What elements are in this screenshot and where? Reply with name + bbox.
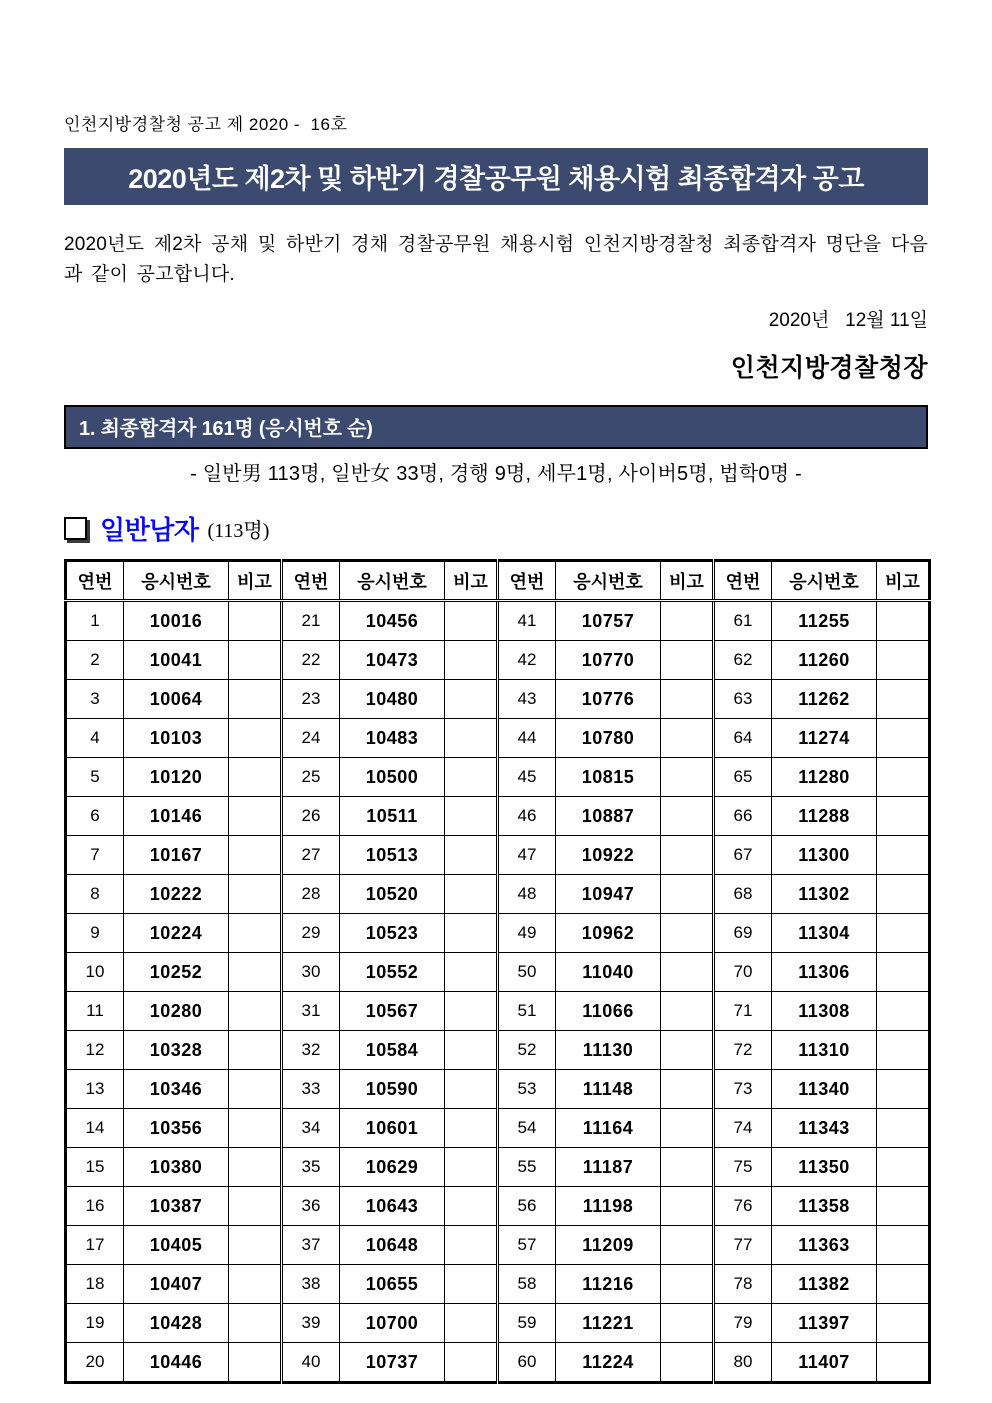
- serial-cell: 75: [714, 1148, 772, 1187]
- note-cell: [445, 1343, 498, 1383]
- section-1-banner: 1. 최종합격자 161명 (응시번호 순): [64, 405, 928, 449]
- serial-cell: 34: [282, 1109, 340, 1148]
- exam-no-cell: 11358: [772, 1187, 877, 1226]
- exam-no-cell: 11407: [772, 1343, 877, 1383]
- note-cell: [877, 1343, 930, 1383]
- serial-cell: 48: [498, 875, 556, 914]
- note-cell: [229, 953, 282, 992]
- exam-no-cell: 10064: [124, 680, 229, 719]
- note-cell: [445, 1109, 498, 1148]
- exam-no-cell: 10737: [340, 1343, 445, 1383]
- note-cell: [877, 1265, 930, 1304]
- serial-cell: 20: [66, 1343, 124, 1383]
- checkbox-icon: [64, 517, 87, 540]
- results-table-body: [66, 601, 930, 1383]
- serial-cell: 38: [282, 1265, 340, 1304]
- table-row: [66, 641, 930, 680]
- table-row: [66, 1031, 930, 1070]
- exam-no-cell: 10629: [340, 1148, 445, 1187]
- serial-cell: 32: [282, 1031, 340, 1070]
- exam-no-cell: 10016: [124, 601, 229, 641]
- exam-no-cell: 11274: [772, 719, 877, 758]
- exam-no-cell: 10922: [556, 836, 661, 875]
- note-cell: [445, 953, 498, 992]
- col-header-exam: 응시번호: [340, 561, 445, 601]
- serial-cell: 71: [714, 992, 772, 1031]
- serial-cell: 26: [282, 797, 340, 836]
- serial-cell: 78: [714, 1265, 772, 1304]
- serial-cell: 58: [498, 1265, 556, 1304]
- note-cell: [229, 719, 282, 758]
- exam-no-cell: 10643: [340, 1187, 445, 1226]
- note-cell: [877, 758, 930, 797]
- exam-no-cell: 10700: [340, 1304, 445, 1343]
- serial-cell: 42: [498, 641, 556, 680]
- exam-no-cell: 10780: [556, 719, 661, 758]
- exam-no-cell: 10407: [124, 1265, 229, 1304]
- table-row: [66, 875, 930, 914]
- exam-no-cell: 11209: [556, 1226, 661, 1265]
- note-cell: [877, 1109, 930, 1148]
- table-row: [66, 836, 930, 875]
- exam-no-cell: 11260: [772, 641, 877, 680]
- exam-no-cell: 10328: [124, 1031, 229, 1070]
- exam-no-cell: 10387: [124, 1187, 229, 1226]
- serial-cell: 57: [498, 1226, 556, 1265]
- note-cell: [445, 680, 498, 719]
- note-cell: [877, 1226, 930, 1265]
- serial-cell: 52: [498, 1031, 556, 1070]
- note-cell: [229, 836, 282, 875]
- note-cell: [445, 1304, 498, 1343]
- exam-no-cell: 10520: [340, 875, 445, 914]
- serial-cell: 70: [714, 953, 772, 992]
- serial-cell: 31: [282, 992, 340, 1031]
- note-cell: [445, 719, 498, 758]
- note-cell: [229, 1070, 282, 1109]
- serial-cell: 60: [498, 1343, 556, 1383]
- note-cell: [229, 1187, 282, 1226]
- col-header-no: 연번: [714, 561, 772, 601]
- note-cell: [229, 1109, 282, 1148]
- serial-cell: 12: [66, 1031, 124, 1070]
- exam-no-cell: 10590: [340, 1070, 445, 1109]
- table-row: [66, 1070, 930, 1109]
- exam-no-cell: 10776: [556, 680, 661, 719]
- announcement-date: 2020년 12월 11일: [768, 310, 928, 331]
- exam-no-cell: 10962: [556, 914, 661, 953]
- serial-cell: 30: [282, 953, 340, 992]
- note-cell: [661, 875, 714, 914]
- note-cell: [229, 641, 282, 680]
- note-cell: [445, 914, 498, 953]
- exam-no-cell: 11262: [772, 680, 877, 719]
- exam-no-cell: 10146: [124, 797, 229, 836]
- subsection-title: 일반남자: [100, 515, 199, 545]
- exam-no-cell: 10655: [340, 1265, 445, 1304]
- exam-no-cell: 10584: [340, 1031, 445, 1070]
- note-cell: [877, 1031, 930, 1070]
- exam-no-cell: 10280: [124, 992, 229, 1031]
- serial-cell: 61: [714, 601, 772, 641]
- serial-cell: 33: [282, 1070, 340, 1109]
- col-header-exam: 응시번호: [556, 561, 661, 601]
- table-row: [66, 680, 930, 719]
- note-cell: [877, 1148, 930, 1187]
- exam-no-cell: 10947: [556, 875, 661, 914]
- note-cell: [661, 1265, 714, 1304]
- note-cell: [661, 836, 714, 875]
- exam-no-cell: 11343: [772, 1109, 877, 1148]
- note-cell: [661, 1226, 714, 1265]
- table-row: [66, 601, 930, 641]
- note-cell: [445, 1265, 498, 1304]
- note-cell: [445, 1148, 498, 1187]
- col-header-note: 비고: [229, 561, 282, 601]
- col-header-no: 연번: [66, 561, 124, 601]
- col-header-no: 연번: [282, 561, 340, 601]
- serial-cell: 62: [714, 641, 772, 680]
- exam-no-cell: 11308: [772, 992, 877, 1031]
- note-cell: [229, 1226, 282, 1265]
- note-cell: [229, 601, 282, 641]
- serial-cell: 64: [714, 719, 772, 758]
- table-row: [66, 1187, 930, 1226]
- exam-no-cell: 11363: [772, 1226, 877, 1265]
- note-cell: [445, 601, 498, 641]
- exam-no-cell: 10552: [340, 953, 445, 992]
- note-cell: [877, 1304, 930, 1343]
- table-row: [66, 1343, 930, 1383]
- exam-no-cell: 10757: [556, 601, 661, 641]
- exam-no-cell: 11340: [772, 1070, 877, 1109]
- exam-no-cell: 10224: [124, 914, 229, 953]
- serial-cell: 51: [498, 992, 556, 1031]
- exam-no-cell: 10041: [124, 641, 229, 680]
- serial-cell: 10: [66, 953, 124, 992]
- note-cell: [661, 758, 714, 797]
- serial-cell: 36: [282, 1187, 340, 1226]
- exam-no-cell: 11306: [772, 953, 877, 992]
- exam-no-cell: 10815: [556, 758, 661, 797]
- exam-no-cell: 10346: [124, 1070, 229, 1109]
- note-cell: [877, 641, 930, 680]
- serial-cell: 47: [498, 836, 556, 875]
- exam-no-cell: 11040: [556, 953, 661, 992]
- serial-cell: 56: [498, 1187, 556, 1226]
- serial-cell: 23: [282, 680, 340, 719]
- exam-no-cell: 10511: [340, 797, 445, 836]
- note-cell: [229, 680, 282, 719]
- table-row: [66, 1148, 930, 1187]
- note-cell: [445, 1031, 498, 1070]
- exam-no-cell: 10523: [340, 914, 445, 953]
- exam-no-cell: 10601: [340, 1109, 445, 1148]
- note-cell: [229, 1343, 282, 1383]
- exam-no-cell: 11350: [772, 1148, 877, 1187]
- serial-cell: 3: [66, 680, 124, 719]
- note-cell: [661, 797, 714, 836]
- note-cell: [661, 1343, 714, 1383]
- subsection-heading: [64, 510, 928, 547]
- serial-cell: 65: [714, 758, 772, 797]
- note-cell: [661, 914, 714, 953]
- exam-no-cell: 10380: [124, 1148, 229, 1187]
- note-cell: [445, 1187, 498, 1226]
- note-cell: [445, 836, 498, 875]
- table-row: [66, 1265, 930, 1304]
- exam-no-cell: 11280: [772, 758, 877, 797]
- exam-no-cell: 10513: [340, 836, 445, 875]
- note-cell: [877, 992, 930, 1031]
- serial-cell: 13: [66, 1070, 124, 1109]
- note-cell: [661, 601, 714, 641]
- exam-no-cell: 10405: [124, 1226, 229, 1265]
- exam-no-cell: 10356: [124, 1109, 229, 1148]
- category-breakdown: - 일반男 113명, 일반女 33명, 경행 9명, 세무1명, 사이버5명, 법학0명 -: [190, 463, 802, 485]
- col-header-note: 비고: [445, 561, 498, 601]
- note-cell: [229, 797, 282, 836]
- note-cell: [877, 719, 930, 758]
- serial-cell: 69: [714, 914, 772, 953]
- note-cell: [877, 1187, 930, 1226]
- exam-no-cell: 11310: [772, 1031, 877, 1070]
- exam-no-cell: 11148: [556, 1070, 661, 1109]
- note-cell: [229, 1265, 282, 1304]
- serial-cell: 19: [66, 1304, 124, 1343]
- exam-no-cell: 10887: [556, 797, 661, 836]
- note-cell: [229, 992, 282, 1031]
- exam-no-cell: 11224: [556, 1343, 661, 1383]
- serial-cell: 50: [498, 953, 556, 992]
- serial-cell: 43: [498, 680, 556, 719]
- exam-no-cell: 10567: [340, 992, 445, 1031]
- note-cell: [229, 1148, 282, 1187]
- note-cell: [229, 875, 282, 914]
- serial-cell: 25: [282, 758, 340, 797]
- serial-cell: 22: [282, 641, 340, 680]
- serial-cell: 68: [714, 875, 772, 914]
- note-cell: [877, 836, 930, 875]
- note-cell: [445, 797, 498, 836]
- table-row: [66, 1109, 930, 1148]
- exam-no-cell: 11382: [772, 1265, 877, 1304]
- serial-cell: 18: [66, 1265, 124, 1304]
- note-cell: [445, 1070, 498, 1109]
- serial-cell: 67: [714, 836, 772, 875]
- note-cell: [661, 1070, 714, 1109]
- exam-no-cell: 11216: [556, 1265, 661, 1304]
- note-cell: [877, 1070, 930, 1109]
- serial-cell: 76: [714, 1187, 772, 1226]
- subsection-count: (113명): [207, 520, 270, 542]
- note-cell: [445, 1226, 498, 1265]
- serial-cell: 46: [498, 797, 556, 836]
- table-row: [66, 914, 930, 953]
- exam-no-cell: 10648: [340, 1226, 445, 1265]
- exam-no-cell: 11304: [772, 914, 877, 953]
- col-header-exam: 응시번호: [772, 561, 877, 601]
- exam-no-cell: 10222: [124, 875, 229, 914]
- serial-cell: 53: [498, 1070, 556, 1109]
- serial-cell: 40: [282, 1343, 340, 1383]
- serial-cell: 44: [498, 719, 556, 758]
- note-cell: [445, 641, 498, 680]
- note-cell: [661, 1031, 714, 1070]
- exam-no-cell: 11164: [556, 1109, 661, 1148]
- announcement-body: 2020년도 제2차 공채 및 하반기 경채 경찰공무원 채용시험 인천지방경찰청 최종합격자 명단을 다음과 같이 공고합니다.: [64, 234, 928, 285]
- note-cell: [661, 641, 714, 680]
- note-cell: [877, 914, 930, 953]
- serial-cell: 73: [714, 1070, 772, 1109]
- results-table: [64, 559, 931, 1384]
- exam-no-cell: 10456: [340, 601, 445, 641]
- serial-cell: 37: [282, 1226, 340, 1265]
- serial-cell: 29: [282, 914, 340, 953]
- note-cell: [445, 758, 498, 797]
- note-cell: [445, 875, 498, 914]
- note-cell: [661, 1304, 714, 1343]
- col-header-note: 비고: [661, 561, 714, 601]
- exam-no-cell: 10483: [340, 719, 445, 758]
- serial-cell: 24: [282, 719, 340, 758]
- note-cell: [877, 875, 930, 914]
- serial-cell: 1: [66, 601, 124, 641]
- serial-cell: 6: [66, 797, 124, 836]
- exam-no-cell: 11300: [772, 836, 877, 875]
- serial-cell: 17: [66, 1226, 124, 1265]
- serial-cell: 72: [714, 1031, 772, 1070]
- serial-cell: 28: [282, 875, 340, 914]
- exam-no-cell: 10167: [124, 836, 229, 875]
- serial-cell: 15: [66, 1148, 124, 1187]
- exam-no-cell: 11288: [772, 797, 877, 836]
- serial-cell: 4: [66, 719, 124, 758]
- exam-no-cell: 10252: [124, 953, 229, 992]
- serial-cell: 74: [714, 1109, 772, 1148]
- exam-no-cell: 11066: [556, 992, 661, 1031]
- table-row: [66, 758, 930, 797]
- serial-cell: 35: [282, 1148, 340, 1187]
- serial-cell: 5: [66, 758, 124, 797]
- note-cell: [661, 992, 714, 1031]
- table-row: [66, 1304, 930, 1343]
- col-header-note: 비고: [877, 561, 930, 601]
- note-cell: [661, 1109, 714, 1148]
- serial-cell: 9: [66, 914, 124, 953]
- serial-cell: 49: [498, 914, 556, 953]
- serial-cell: 45: [498, 758, 556, 797]
- serial-cell: 66: [714, 797, 772, 836]
- exam-no-cell: 10770: [556, 641, 661, 680]
- serial-cell: 14: [66, 1109, 124, 1148]
- signer-title: 인천지방경찰청장: [730, 354, 928, 382]
- note-cell: [229, 914, 282, 953]
- serial-cell: 21: [282, 601, 340, 641]
- note-cell: [661, 1148, 714, 1187]
- serial-cell: 39: [282, 1304, 340, 1343]
- note-cell: [877, 797, 930, 836]
- note-cell: [661, 719, 714, 758]
- exam-no-cell: 10428: [124, 1304, 229, 1343]
- note-cell: [661, 1187, 714, 1226]
- exam-no-cell: 10480: [340, 680, 445, 719]
- serial-cell: 16: [66, 1187, 124, 1226]
- serial-cell: 8: [66, 875, 124, 914]
- exam-no-cell: 10446: [124, 1343, 229, 1383]
- serial-cell: 41: [498, 601, 556, 641]
- exam-no-cell: 10120: [124, 758, 229, 797]
- serial-cell: 54: [498, 1109, 556, 1148]
- table-row: [66, 1226, 930, 1265]
- serial-cell: 2: [66, 641, 124, 680]
- note-cell: [229, 758, 282, 797]
- note-cell: [877, 953, 930, 992]
- exam-no-cell: 10500: [340, 758, 445, 797]
- serial-cell: 59: [498, 1304, 556, 1343]
- note-cell: [877, 680, 930, 719]
- exam-no-cell: 11187: [556, 1148, 661, 1187]
- col-header-exam: 응시번호: [124, 561, 229, 601]
- serial-cell: 63: [714, 680, 772, 719]
- serial-cell: 77: [714, 1226, 772, 1265]
- note-cell: [229, 1031, 282, 1070]
- serial-cell: 55: [498, 1148, 556, 1187]
- results-table-head-row: [66, 561, 930, 601]
- serial-cell: 80: [714, 1343, 772, 1383]
- serial-cell: 27: [282, 836, 340, 875]
- table-row: [66, 797, 930, 836]
- exam-no-cell: 11302: [772, 875, 877, 914]
- note-cell: [445, 992, 498, 1031]
- exam-no-cell: 10103: [124, 719, 229, 758]
- serial-cell: 7: [66, 836, 124, 875]
- exam-no-cell: 11130: [556, 1031, 661, 1070]
- table-row: [66, 719, 930, 758]
- note-cell: [877, 601, 930, 641]
- exam-no-cell: 11255: [772, 601, 877, 641]
- exam-no-cell: 11221: [556, 1304, 661, 1343]
- serial-cell: 79: [714, 1304, 772, 1343]
- note-cell: [661, 953, 714, 992]
- exam-no-cell: 11397: [772, 1304, 877, 1343]
- col-header-no: 연번: [498, 561, 556, 601]
- table-row: [66, 992, 930, 1031]
- table-row: [66, 953, 930, 992]
- note-cell: [229, 1304, 282, 1343]
- exam-no-cell: 10473: [340, 641, 445, 680]
- doc-number: 인천지방경찰청 공고 제 2020 - 16호: [64, 115, 348, 134]
- note-cell: [661, 680, 714, 719]
- title-banner: 2020년도 제2차 및 하반기 경찰공무원 채용시험 최종합격자 공고: [64, 148, 928, 205]
- exam-no-cell: 11198: [556, 1187, 661, 1226]
- serial-cell: 11: [66, 992, 124, 1031]
